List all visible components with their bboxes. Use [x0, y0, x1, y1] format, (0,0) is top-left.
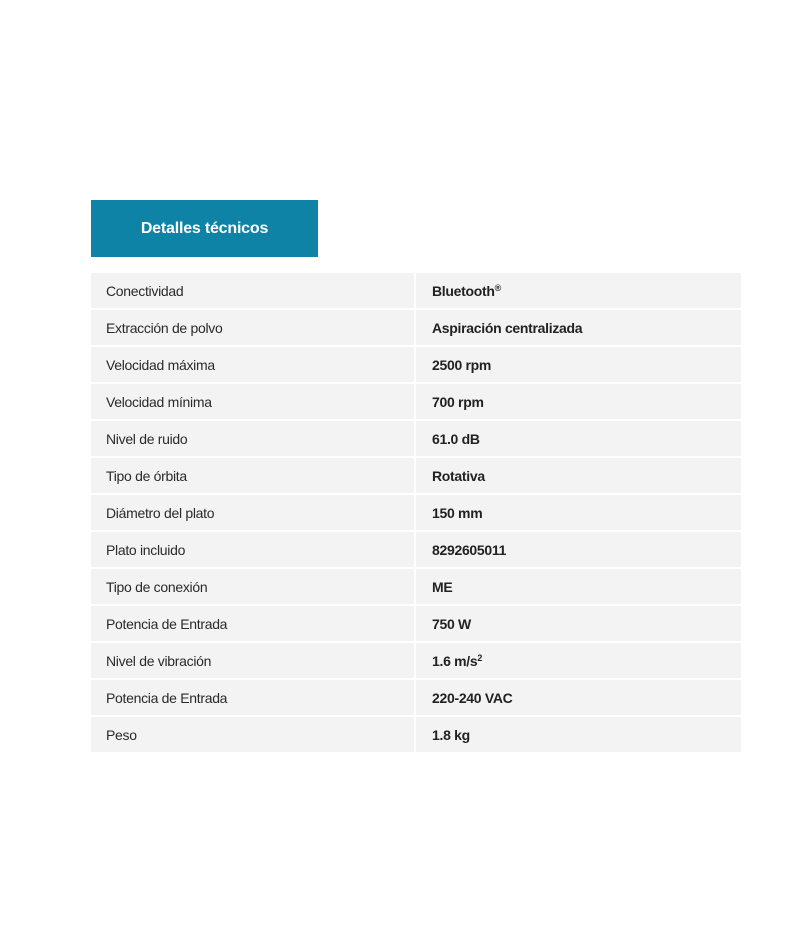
- table-row: [91, 273, 741, 310]
- spec-value: Aspiración centralizada: [416, 310, 741, 346]
- spec-value: 150 mm: [416, 495, 741, 531]
- spec-label: Conectividad: [91, 273, 414, 309]
- section-title-tab: Detalles técnicos: [91, 200, 318, 257]
- spec-label: Velocidad mínima: [91, 384, 414, 420]
- table-row: [91, 495, 741, 532]
- spec-label: Potencia de Entrada: [91, 680, 414, 716]
- spec-label: Peso: [91, 717, 414, 753]
- spec-value: 750 W: [416, 606, 741, 642]
- spec-label: Nivel de vibración: [91, 643, 414, 679]
- spec-value: 700 rpm: [416, 384, 741, 420]
- spec-value: 2500 rpm: [416, 347, 741, 383]
- spec-label: Plato incluido: [91, 532, 414, 568]
- spec-value: Bluetooth ®: [416, 273, 741, 309]
- table-row: [91, 458, 741, 495]
- spec-label: Nivel de ruido: [91, 421, 414, 457]
- spec-value: 220-240 VAC: [416, 680, 741, 716]
- table-row: [91, 532, 741, 569]
- spec-label: Velocidad máxima: [91, 347, 414, 383]
- specs-table: [91, 273, 741, 754]
- table-row: [91, 606, 741, 643]
- spec-label: Tipo de conexión: [91, 569, 414, 605]
- table-row: [91, 384, 741, 421]
- spec-value: 8292605011: [416, 532, 741, 568]
- spec-label: Potencia de Entrada: [91, 606, 414, 642]
- table-row: [91, 310, 741, 347]
- spec-value: 1.8 kg: [416, 717, 741, 753]
- spec-value: 61.0 dB: [416, 421, 741, 457]
- spec-value: Rotativa: [416, 458, 741, 494]
- table-row: [91, 421, 741, 458]
- table-row: [91, 569, 741, 606]
- spec-value: 1.6 m/s $^2$: [416, 643, 741, 679]
- table-row: [91, 347, 741, 384]
- table-row: [91, 643, 741, 680]
- spec-label: Tipo de órbita: [91, 458, 414, 494]
- spec-label: Extracción de polvo: [91, 310, 414, 346]
- spec-label: Diámetro del plato: [91, 495, 414, 531]
- spec-value: ME: [416, 569, 741, 605]
- table-row: [91, 717, 741, 754]
- table-row: [91, 680, 741, 717]
